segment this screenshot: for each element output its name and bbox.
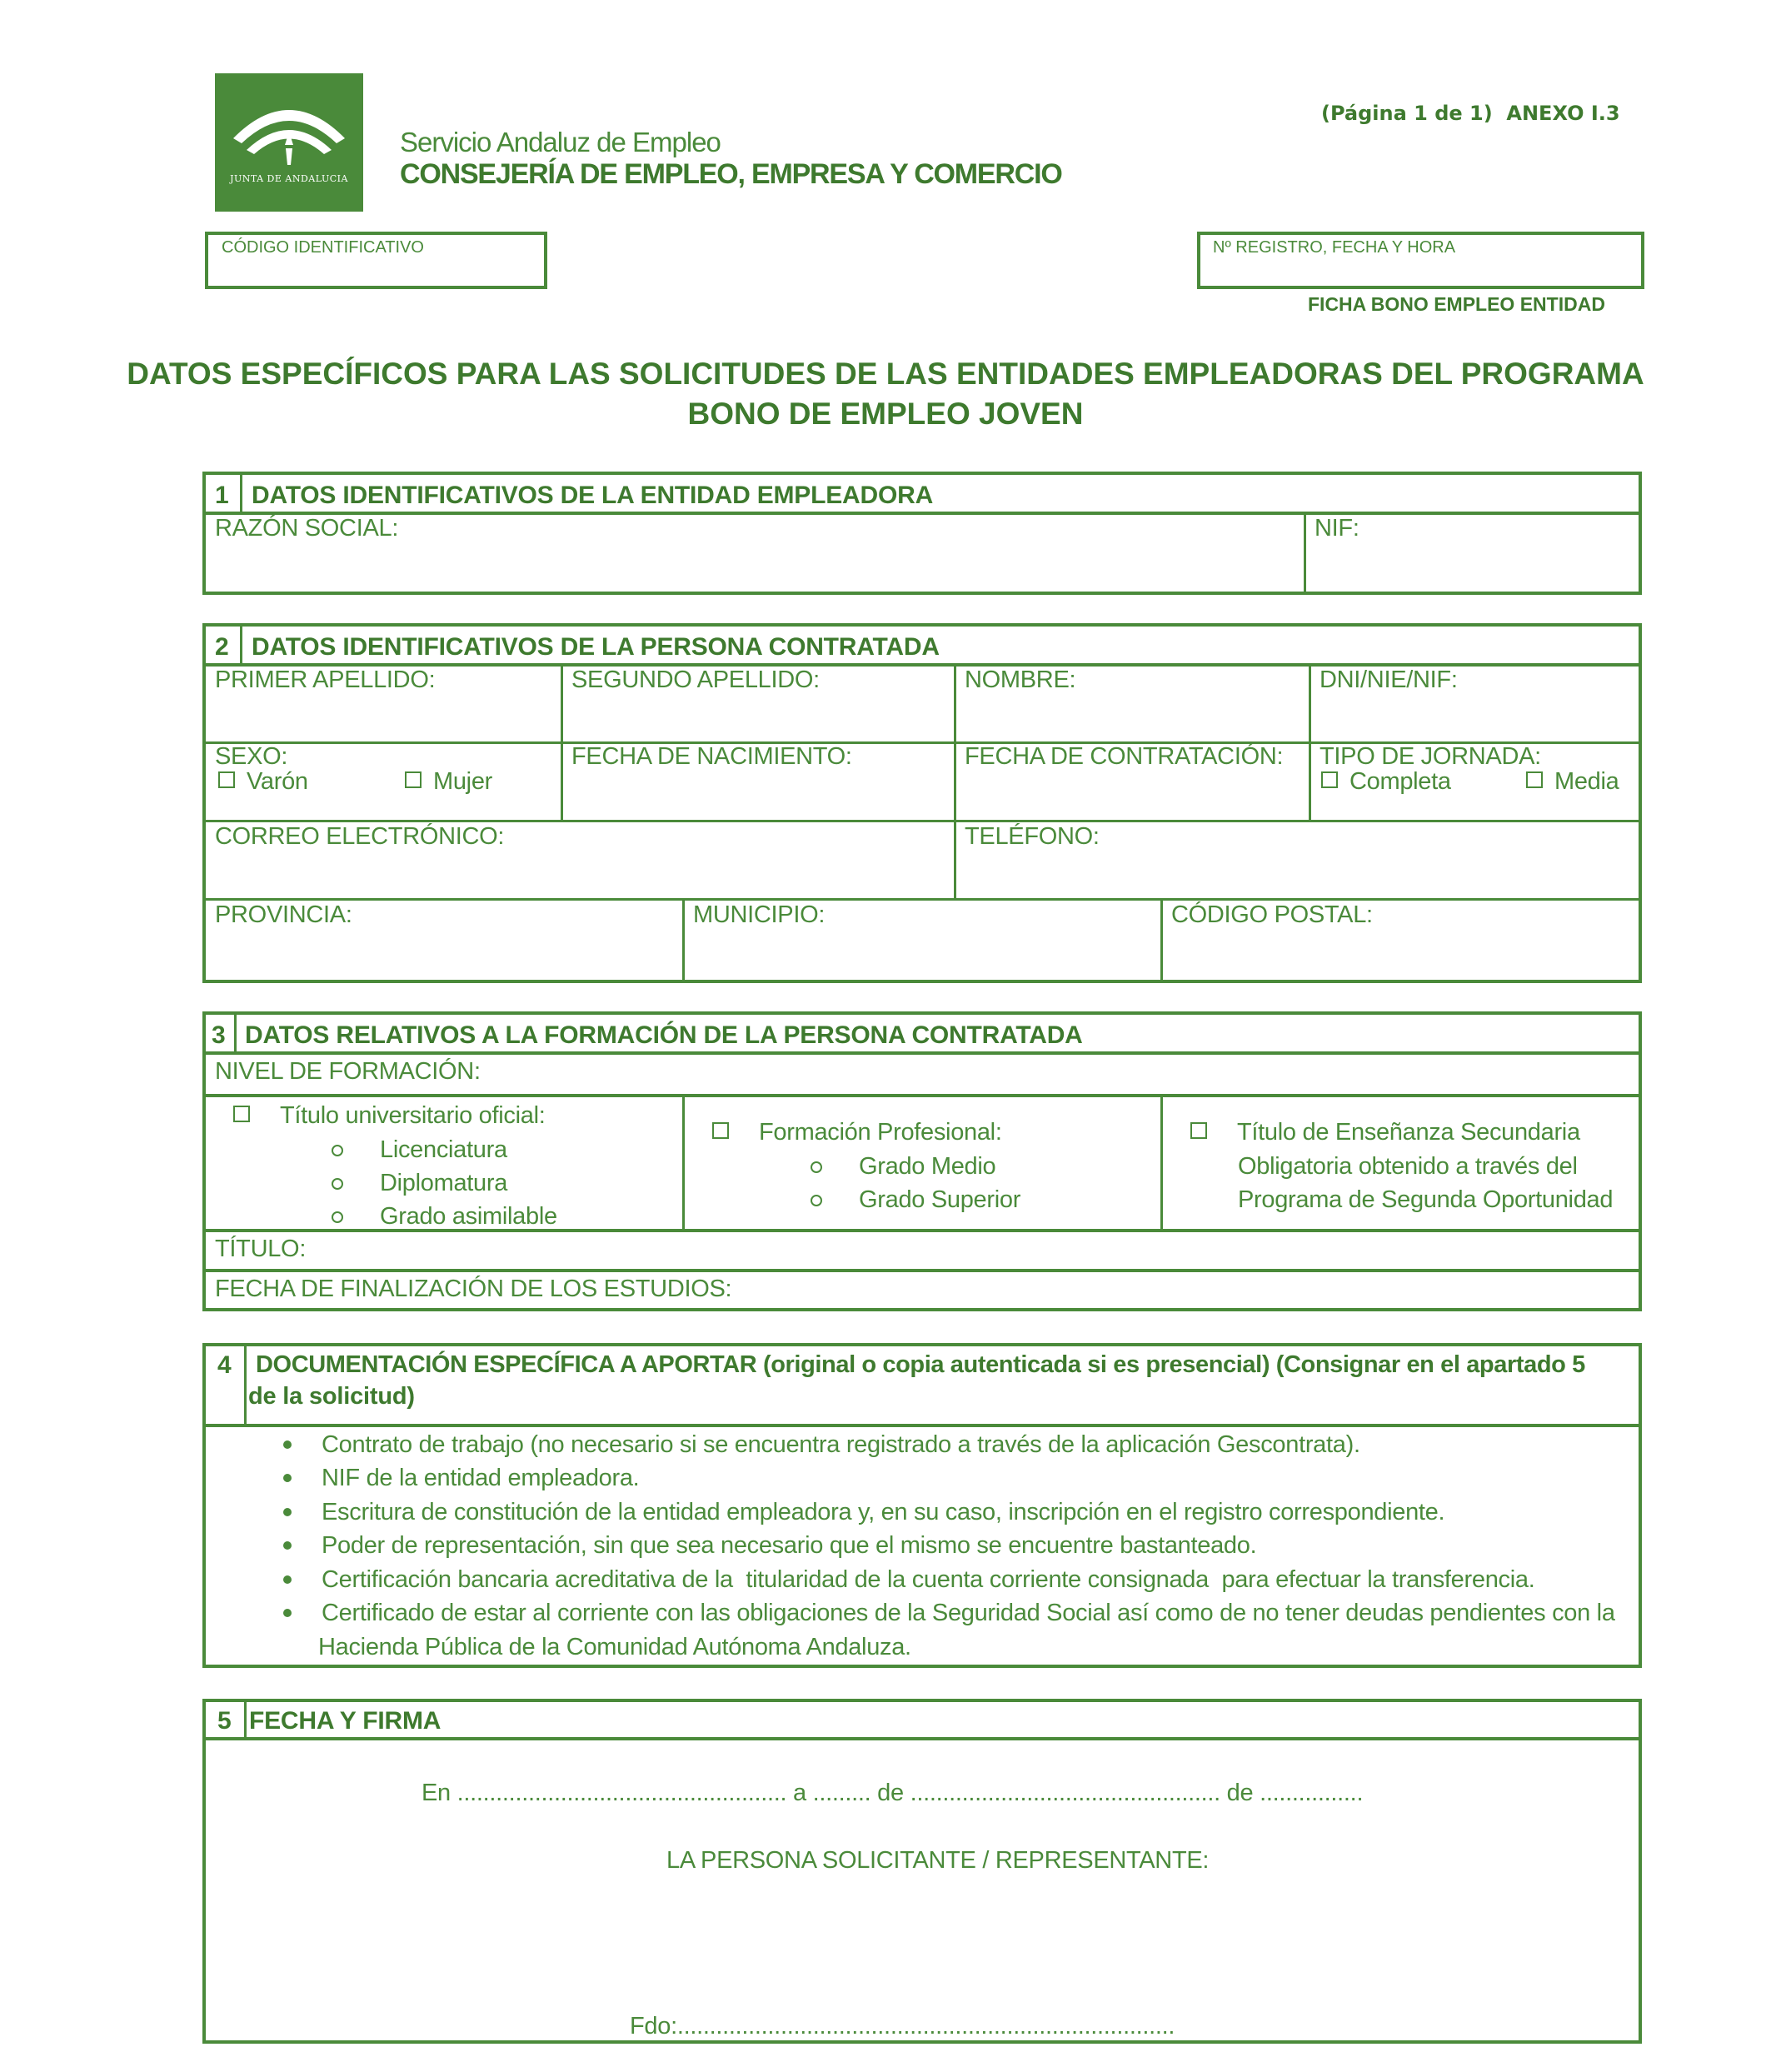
registry-label: Nº REGISTRO, FECHA Y HORA [1213,238,1456,257]
diplomatura-radio[interactable] [332,1178,343,1190]
section-1-number: 1 [215,482,229,509]
media-text: Media [1554,768,1619,795]
ministry-name: CONSEJERÍA DE EMPLEO, EMPRESA Y COMERCIO [400,158,1062,190]
title-line-2: BONO DE EMPLEO JOVEN [687,397,1084,431]
code-label: CÓDIGO IDENTIFICATIVO [222,238,424,257]
grado-superior-text: Grado Superior [859,1186,1021,1213]
mujer-option[interactable] [405,768,492,796]
segundo-apellido-label: SEGUNDO APELLIDO: [571,667,820,693]
divider [202,512,1642,515]
divider [202,1737,1642,1740]
fp-sub-option[interactable] [811,1153,995,1181]
primer-apellido-label: PRIMER APELLIDO: [215,667,436,693]
nif-label: NIF: [1315,515,1359,542]
mujer-checkbox[interactable] [405,771,422,788]
titulo-label: TÍTULO: [215,1236,307,1262]
form-id: FICHA BONO EMPLEO ENTIDAD [1308,293,1605,315]
doc-item-text: Certificado de estar al corriente con las obligaciones de la Seguridad Social así como de no tener deudas pendientes con la [322,1600,1615,1626]
divider [1304,513,1306,595]
fecha-contratacion-label: FECHA DE CONTRATACIÓN: [965,743,1284,770]
doc-item-text: NIF de la entidad empleadora. [322,1465,640,1491]
dni-label: DNI/NIE/NIF: [1320,667,1458,693]
licenciatura-text: Licenciatura [380,1136,507,1163]
razon-social-label: RAZÓN SOCIAL: [215,515,399,542]
section-1-title: DATOS IDENTIFICATIVOS DE LA ENTIDAD EMPLEADORA [252,482,934,509]
varon-checkbox[interactable] [218,771,235,788]
signature-line[interactable]: Fdo:............................................................................. [630,2013,1175,2040]
univ-sub-option[interactable] [332,1203,557,1231]
completa-text: Completa [1349,768,1451,795]
bullet-icon [283,1575,292,1584]
divider [240,623,242,665]
bullet-icon [283,1541,292,1550]
divider [202,898,1642,901]
doc-item-continuation: Hacienda Pública de la Comunidad Autónoma Andaluza. [318,1634,911,1660]
media-checkbox[interactable] [1526,771,1543,788]
completa-option[interactable] [1321,768,1451,796]
eso-text-line-3: Programa de Segunda Oportunidad [1238,1186,1614,1213]
bullet-icon [283,1474,292,1482]
title-line-1: DATOS ESPECÍFICOS PARA LAS SOLICITUDES DE LAS ENTIDADES EMPLEADORAS DEL PROGRAMA [127,357,1644,391]
eso-text-line-1: Título de Enseñanza Secundaria [1237,1119,1580,1146]
varon-option[interactable] [218,768,308,796]
grado-medio-radio[interactable] [811,1161,822,1173]
codigo-postal-label: CÓDIGO POSTAL: [1171,901,1373,928]
tipo-jornada-label: TIPO DE JORNADA: [1320,743,1541,770]
divider [202,1424,1642,1427]
section-4-title-line-1: DOCUMENTACIÓN ESPECÍFICA A APORTAR (original o copia autenticada si es presencial) (Consignar en el apartado 5 [256,1351,1585,1378]
univ-option[interactable] [233,1102,546,1130]
fp-option[interactable] [712,1119,1002,1146]
correo-label: CORREO ELECTRÓNICO: [215,823,505,850]
univ-sub-option[interactable] [332,1136,507,1164]
bullet-icon [283,1609,292,1617]
section-2-number: 2 [215,633,229,661]
nombre-label: NOMBRE: [965,667,1076,693]
logo-text: JUNTA DE ANDALUCIA [230,173,348,184]
doc-item [283,1465,639,1492]
media-option[interactable] [1526,768,1619,796]
divider [202,820,1642,822]
fp-checkbox[interactable] [712,1122,729,1139]
municipio-label: MUNICIPIO: [693,901,826,928]
divider [244,1343,247,1425]
fp-text: Formación Profesional: [759,1119,1002,1146]
doc-item-text: Escritura de constitución de la entidad empleadora y, en su caso, inscripción en el registro correspondiente. [322,1499,1445,1525]
sexo-label: SEXO: [215,743,288,770]
bullet-icon [283,1440,292,1449]
page-reference: (Página 1 de 1) ANEXO I.3 [1321,102,1620,125]
completa-checkbox[interactable] [1321,771,1338,788]
divider [202,1094,1642,1097]
eso-text-line-2: Obligatoria obtenido a través del [1238,1153,1578,1180]
section-3-title: DATOS RELATIVOS A LA FORMACIÓN DE LA PERSONA CONTRATADA [245,1021,1083,1049]
section-4-number: 4 [217,1351,232,1379]
signer-label: LA PERSONA SOLICITANTE / REPRESENTANTE: [666,1847,1210,1874]
divider [202,1051,1642,1055]
doc-item-text: Certificación bancaria acreditativa de la titularidad de la cuenta corriente consignada para efectuar la transferencia. [322,1566,1535,1593]
bullet-icon [283,1508,292,1516]
grado-medio-text: Grado Medio [859,1153,996,1180]
section-4-title-line-2: de la solicitud) [248,1383,415,1410]
doc-item-text: Contrato de trabajo (no necesario si se encuentra registrado a través de la aplicación Gescontrata). [322,1431,1360,1458]
eso-checkbox[interactable] [1190,1122,1207,1139]
section-5-title: FECHA Y FIRMA [249,1707,442,1735]
divider [1160,900,1163,983]
univ-checkbox[interactable] [233,1106,250,1122]
eso-option[interactable] [1190,1119,1580,1146]
page-title [0,354,1771,434]
junta-arch-icon [215,73,363,212]
doc-item [283,1499,1444,1526]
divider [240,472,242,513]
univ-sub-option[interactable] [332,1170,507,1197]
divider [244,1699,247,1739]
divider [561,665,563,821]
divider [682,900,685,983]
divider [202,1269,1642,1272]
divider [954,665,956,900]
divider [234,1011,237,1053]
doc-item [283,1532,1256,1560]
fecha-nacimiento-label: FECHA DE NACIMIENTO: [571,743,852,770]
doc-item-text: Poder de representación, sin que sea necesario que el mismo se encuentre bastanteado. [322,1532,1257,1559]
nivel-formacion-label: NIVEL DE FORMACIÓN: [215,1058,481,1085]
junta-logo [215,73,363,212]
grado-superior-radio[interactable] [811,1195,822,1206]
divider [1309,665,1311,821]
divider [682,1096,685,1231]
org-name: Servicio Andaluz de Empleo [400,127,721,157]
section-2-title: DATOS IDENTIFICATIVOS DE LA PERSONA CONTRATADA [252,633,940,661]
univ-text: Título universitario oficial: [280,1102,546,1129]
provincia-label: PROVINCIA: [215,901,352,928]
divider [1160,1096,1163,1231]
grado-asimilable-radio[interactable] [332,1211,343,1223]
mujer-text: Mujer [433,768,493,795]
section-5-number: 5 [217,1707,232,1735]
doc-item [283,1600,1615,1627]
section-3-number: 3 [212,1021,226,1049]
doc-item [283,1431,1360,1459]
doc-item [283,1566,1534,1594]
varon-text: Varón [247,768,308,795]
telefono-label: TELÉFONO: [965,823,1100,850]
place-date-line[interactable]: En ................................................... a ......... de ................................................ de ................ [422,1780,1364,1806]
fp-sub-option[interactable] [811,1186,1020,1214]
grado-asimilable-text: Grado asimilable [380,1203,557,1230]
diplomatura-text: Diplomatura [380,1170,508,1196]
fecha-finalizacion-label: FECHA DE FINALIZACIÓN DE LOS ESTUDIOS: [215,1276,732,1302]
licenciatura-radio[interactable] [332,1145,343,1156]
